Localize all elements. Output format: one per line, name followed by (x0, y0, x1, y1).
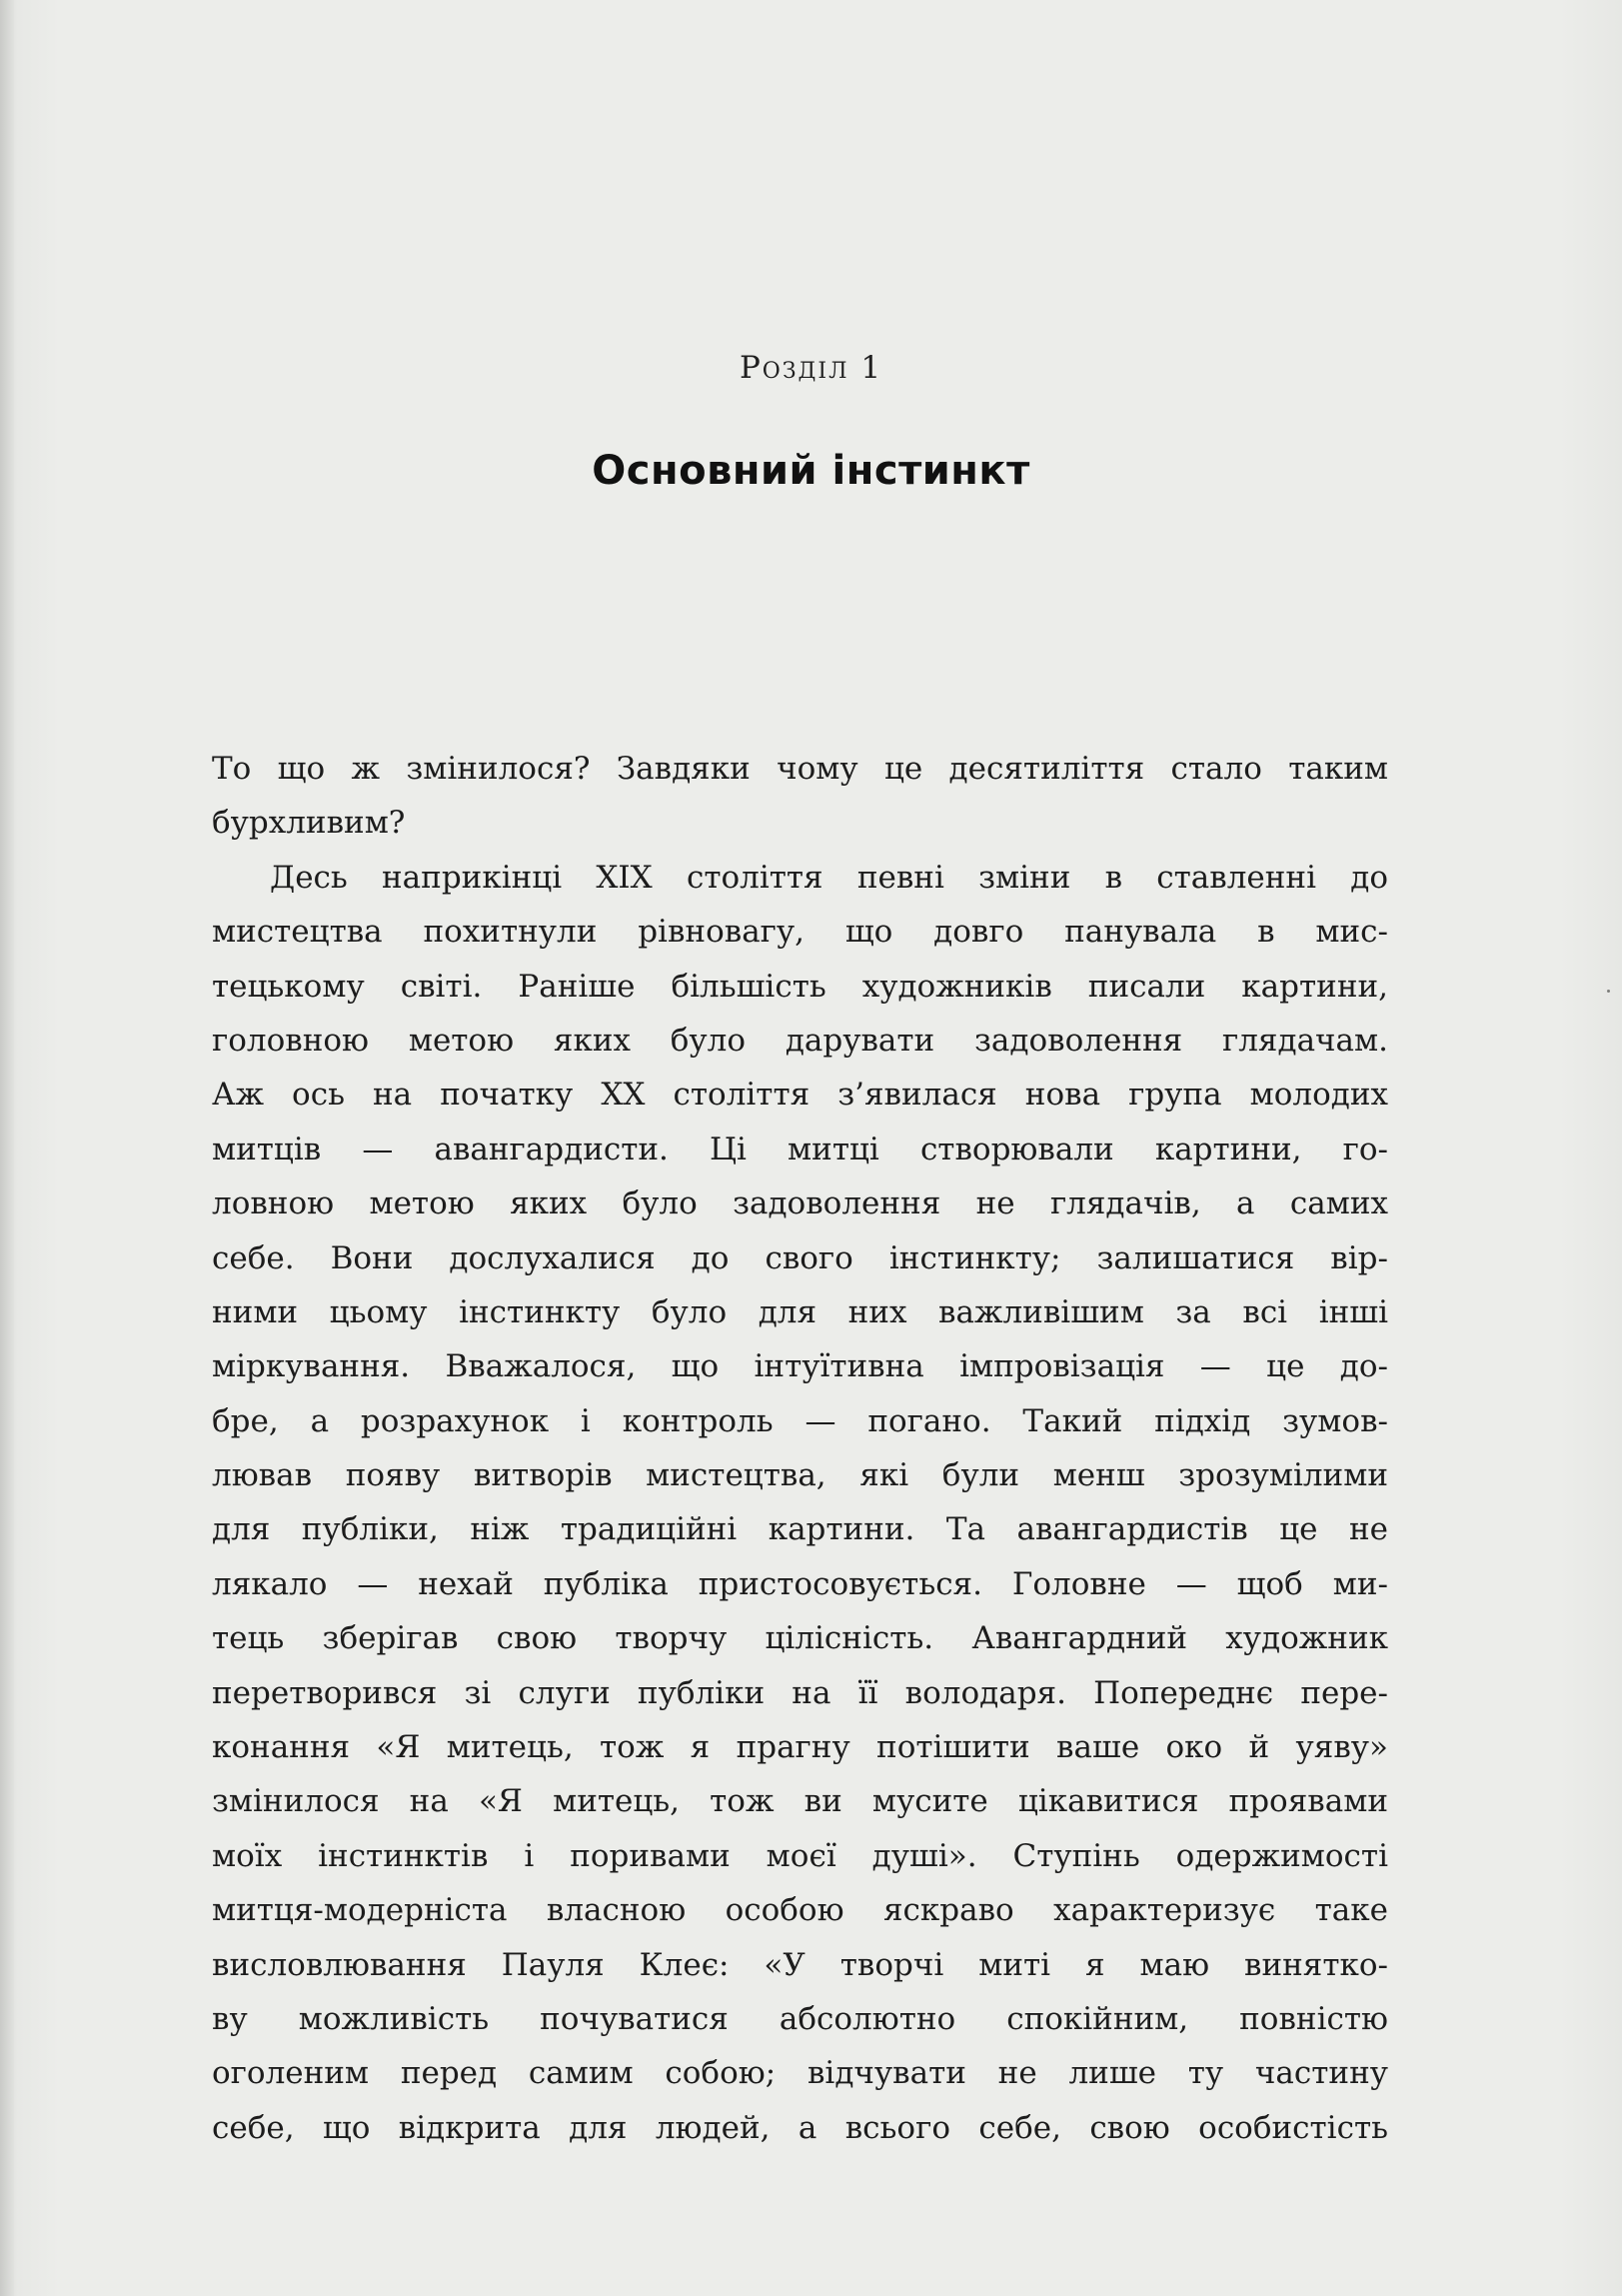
text-line: Десь наприкінці XIX століття певні зміни в ставленні до (270, 859, 1388, 896)
text-line: оголеним перед самим собою; відчувати не лише ту частину (212, 2055, 1388, 2092)
text-line: Аж ось на початку XX століття з’явилася нова група молодих (212, 1077, 1388, 1114)
text-line: міркування. Вважалося, що інтуїтивна імпровізація — це до- (212, 1348, 1388, 1385)
text-line: бре, а розрахунок і контроль — погано. Такий підхід зумов- (212, 1402, 1388, 1439)
text-line: себе. Вони дослухалися до свого інстинкту; залишатися вір- (212, 1239, 1388, 1276)
paper-speck (1607, 990, 1610, 993)
text-line: моїх інстинктів і поривами моєї душі». Ступінь одержимості (212, 1837, 1388, 1874)
text-line: лював появу витворів мистецтва, які були менш зрозумілими (212, 1457, 1388, 1494)
text-line: перетворився зі слуги публіки на її володаря. Попереднє пере- (212, 1674, 1388, 1711)
page-edge-shadow (0, 0, 14, 2296)
text-line: себе, що відкрита для людей, а всього себе, свою особистість (212, 2109, 1388, 2146)
text-line: бурхливим? (212, 805, 406, 842)
text-line: тецькому світі. Раніше більшість художників писали картини, (212, 968, 1388, 1005)
text-line: головною метою яких було дарувати задоволення глядачам. (212, 1022, 1388, 1059)
text-line: конання «Я митець, тож я прагну потішити ваше око й уяву» (212, 1729, 1388, 1766)
chapter-title: Основний інстинкт (592, 448, 1030, 494)
text-line: митця-модерніста власною особою яскраво характеризує таке (212, 1892, 1388, 1929)
text-line: митців — авангардисти. Ці митці створювали картини, го- (212, 1131, 1388, 1167)
chapter-label: Розділ 1 (739, 350, 883, 386)
text-line: висловлювання Пауля Клеє: «У творчі миті я маю винятко- (212, 1946, 1388, 1983)
text-line: ву можливість почуватися абсолютно спокійним, повністю (212, 2000, 1388, 2037)
text-line: лякало — нехай публіка пристосовується. Головне — щоб ми- (212, 1565, 1388, 1602)
text-line: для публіки, ніж традиційні картини. Та авангардистів це не (212, 1511, 1388, 1548)
body-text (212, 742, 1388, 2155)
text-line: мистецтва похитнули рівновагу, що довго панувала в мис- (212, 914, 1388, 951)
text-line: То що ж змінилося? Завдяки чому це десятиліття стало таким (212, 751, 1388, 787)
text-line: ловною метою яких було задоволення не глядачів, а самих (212, 1185, 1388, 1222)
text-line: ними цьому інстинкту було для них важливішим за всі інші (212, 1293, 1388, 1330)
text-line: тець зберігав свою творчу цілісність. Авангардний художник (212, 1620, 1388, 1657)
text-line: змінилося на «Я митець, тож ви мусите цікавитися проявами (212, 1783, 1388, 1820)
